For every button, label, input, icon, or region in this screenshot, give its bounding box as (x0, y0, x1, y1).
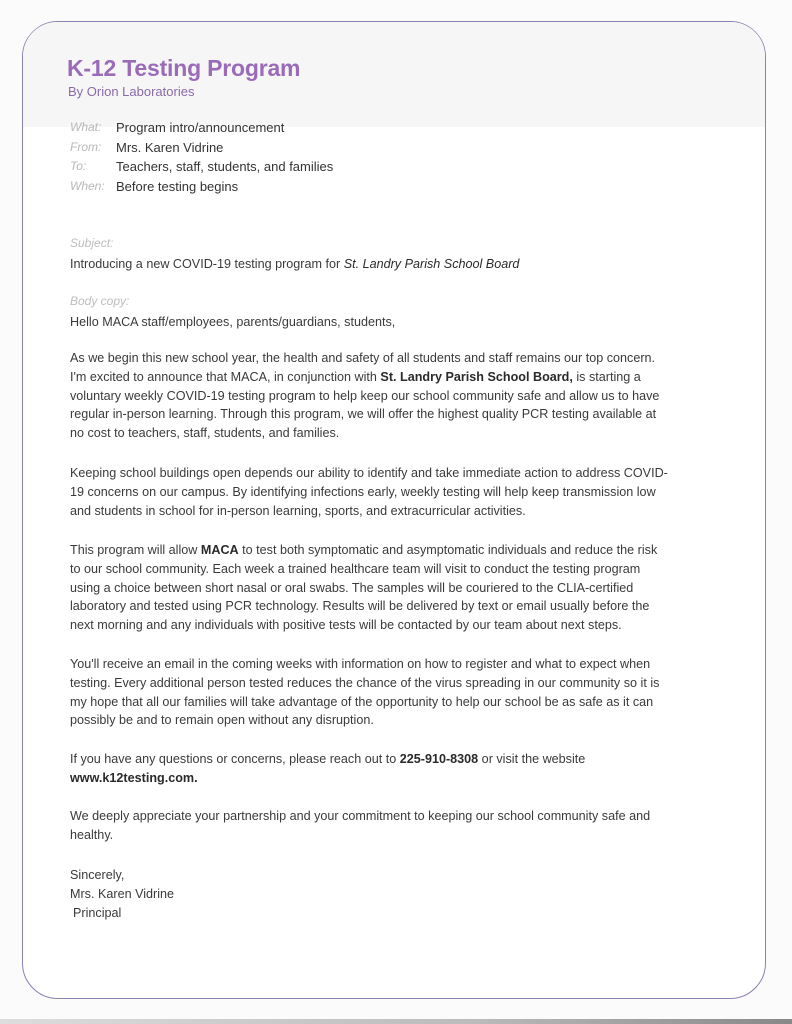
school-board-name: St. Landry Parish School Board, (380, 369, 573, 384)
greeting: Hello MACA staff/employees, parents/guardians, students, (70, 315, 396, 329)
meta-label: What: (70, 120, 102, 134)
meta-value: Before testing begins (116, 178, 239, 194)
page-edge (0, 1019, 792, 1024)
signer-name: Mrs. Karen Vidrine (70, 886, 175, 901)
meta-row-when (70, 179, 333, 199)
subject-text: Introducing a new COVID-19 testing program for (70, 257, 344, 271)
website-link[interactable]: www.k12testing.com. (70, 770, 198, 785)
meta-value: Mrs. Karen Vidrine (116, 139, 224, 155)
meta-row-to (70, 159, 333, 179)
closing: Sincerely, (70, 868, 125, 882)
meta-label: When: (70, 178, 105, 193)
paragraph-3 (70, 541, 670, 635)
paragraph-text: As we begin this new school year, the health and safety of all students and staff remains our top concern. I'm excited to announce that MACA, in conjunction with (70, 351, 656, 384)
meta-label: To: (70, 159, 87, 173)
paragraph-text: If you have any questions or concerns, please reach out to (70, 752, 400, 766)
meta-row-what (70, 120, 333, 140)
body-label: Body copy: (70, 294, 130, 308)
paragraph-2: Keeping school buildings open depends our ability to identify and take immediate action to address COVID-19 concerns on our campus. By identifying infections early, weekly testing will help keep transmission low and students in school for in-person learning, sports, and extracurricular activities. (70, 466, 668, 518)
org-name: MACA (200, 543, 239, 557)
subject-line (70, 255, 670, 274)
document-subtitle: By Orion Laboratories (68, 84, 195, 99)
paragraph-text: to test both symptomatic and asymptomatic individuals and reduce the risk to our school community. Each week a trained healthcare team will visit to conduct the testing program using a choice between short nasal or oral swabs. The samples will be couriered to the CLIA-certified laboratory and tested using PCR technology. Results will be delivered by text or email usually before the next morning and any individuals with positive tests will be contacted by our team about next steps. (70, 543, 658, 633)
document-title: K-12 Testing Program (67, 55, 301, 81)
meta-value: Program intro/announcement (116, 120, 285, 135)
signer-title: Principal (73, 905, 122, 920)
meta-row-from (70, 140, 333, 160)
meta-label: From: (70, 139, 102, 154)
paragraph-4: You'll receive an email in the coming weeks with information on how to register and what to expect when testing. Every additional person tested reduces the chance of the virus spreading in our community so it is my hope that all our families will take advantage of the opportunity to help our school be as safe as it can possibly be and to remain open without any disruption. (70, 657, 660, 728)
subject-school-board: St. Landry Parish School Board (343, 257, 520, 271)
paragraph-5 (70, 750, 670, 788)
paragraph-text: This program will allow (70, 543, 201, 557)
paragraph-text: or visit the website (478, 752, 586, 766)
paragraph-6: We deeply appreciate your partnership and your commitment to keeping our school community safe and healthy. (70, 809, 651, 842)
phone-number[interactable]: 225-910-8308 (399, 752, 479, 766)
meta-value: Teachers, staff, students, and families (116, 159, 334, 174)
signature-block (70, 866, 670, 922)
memo-meta (70, 120, 333, 198)
paragraph-text: is starting a voluntary weekly COVID-19 testing program to help keep our school community safe and allow us to have regular in-person learning. Through this program, we will offer the highest quality PCR testing available at no cost to teachers, staff, students, and families. (70, 369, 660, 441)
subject-label: Subject: (70, 236, 114, 250)
paragraph-1 (70, 349, 670, 443)
